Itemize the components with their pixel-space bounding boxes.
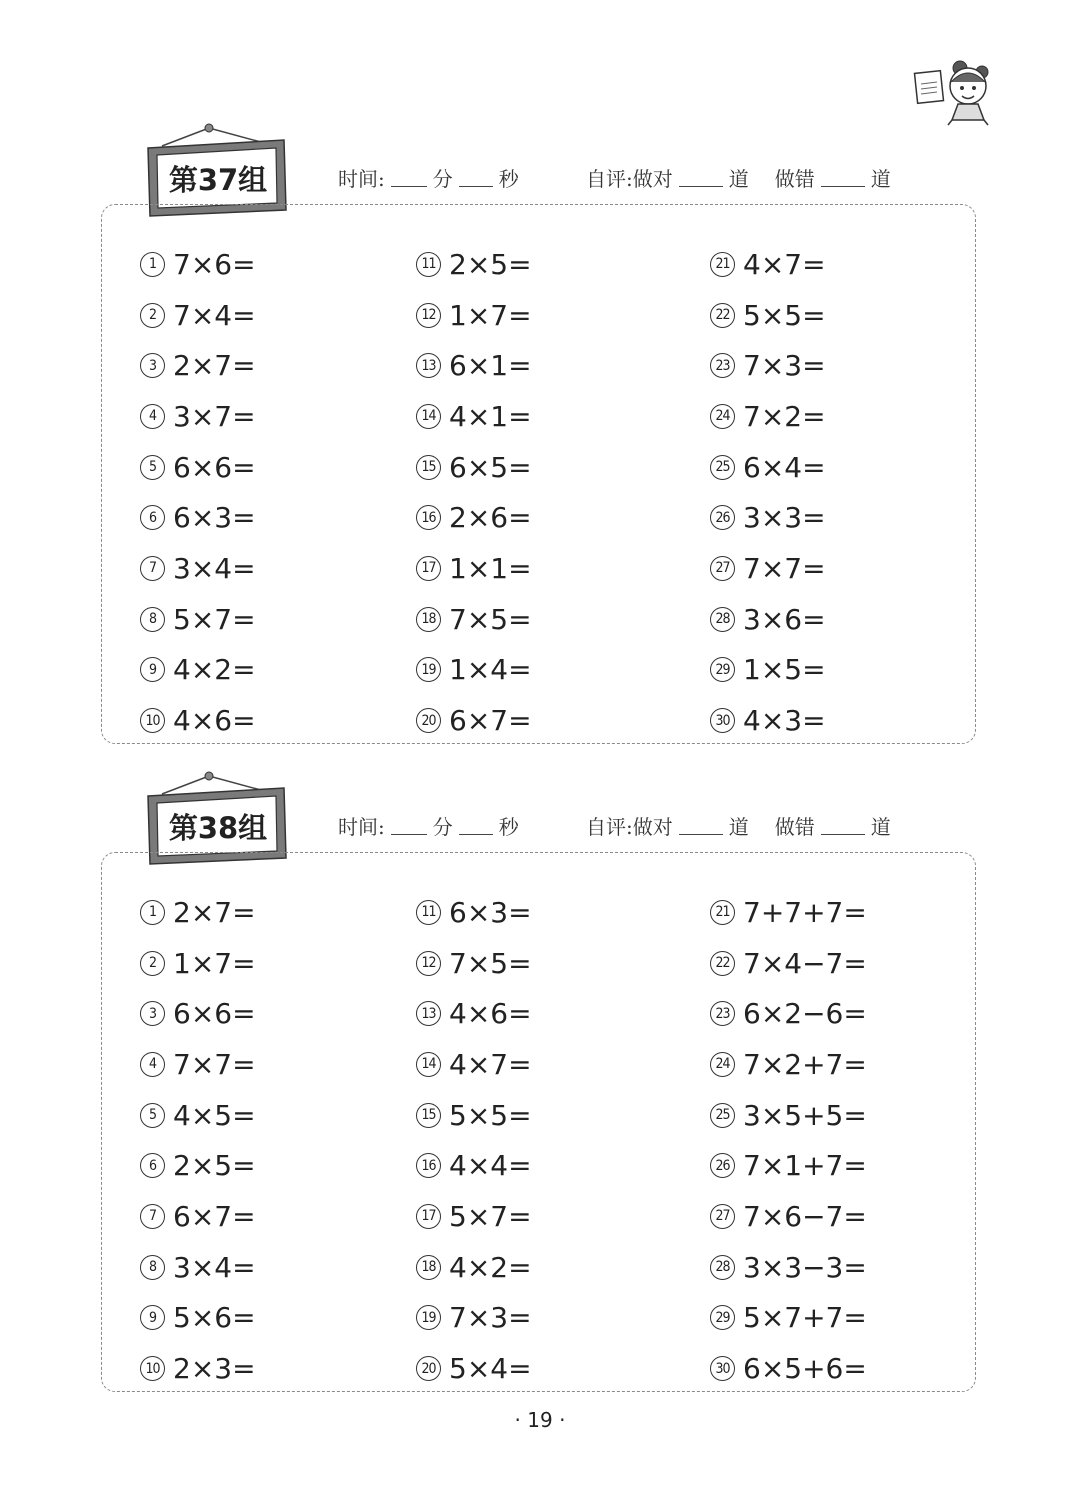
circled-number: 27 — [710, 1204, 735, 1229]
self-eval-label: 自评:做对 — [586, 166, 673, 191]
problem-expression: 6×3= — [449, 895, 532, 929]
problem-item — [416, 1242, 532, 1293]
problem-item — [140, 1039, 256, 1090]
circled-number: 15 — [416, 1103, 441, 1128]
problem-column — [710, 239, 826, 746]
circled-number: 26 — [710, 1153, 735, 1178]
wrong-count-blank[interactable] — [821, 168, 865, 187]
problem-item — [140, 645, 256, 696]
self-eval-field — [586, 808, 891, 842]
circled-number: 18 — [416, 1255, 441, 1280]
problem-column — [140, 887, 256, 1394]
circled-number: 26 — [710, 505, 735, 530]
circled-number: 4 — [140, 404, 165, 429]
problem-expression: 1×1= — [449, 551, 532, 585]
problem-item — [416, 1090, 532, 1141]
circled-number: 30 — [710, 708, 735, 733]
problem-expression: 1×7= — [173, 946, 256, 980]
circled-number: 10 — [140, 1356, 165, 1381]
circled-number: 21 — [710, 900, 735, 925]
problem-expression: 5×7= — [449, 1199, 532, 1233]
circled-number: 9 — [140, 1305, 165, 1330]
problem-item — [416, 543, 532, 594]
questions-label: 道 — [870, 166, 891, 191]
group-title: 第37组 — [168, 162, 268, 197]
problem-item — [710, 1039, 867, 1090]
problem-expression: 4×2= — [173, 653, 256, 687]
problem-expression: 4×1= — [449, 399, 532, 433]
circled-number: 3 — [140, 353, 165, 378]
problem-item — [710, 1090, 867, 1141]
problem-expression: 6×6= — [173, 450, 256, 484]
correct-count-blank[interactable] — [679, 816, 723, 835]
time-label: 时间: — [338, 814, 385, 839]
problem-expression: 6×3= — [173, 501, 256, 535]
circled-number: 8 — [140, 607, 165, 632]
problem-expression: 4×6= — [449, 997, 532, 1031]
circled-number: 4 — [140, 1052, 165, 1077]
problem-item — [710, 391, 826, 442]
problem-item — [140, 1242, 256, 1293]
circled-number: 28 — [710, 607, 735, 632]
mascot-girl-illustration — [912, 58, 992, 126]
problem-item — [710, 239, 826, 290]
problem-expression: 5×7= — [173, 602, 256, 636]
correct-count-blank[interactable] — [679, 168, 723, 187]
problem-expression: 1×7= — [449, 298, 532, 332]
problem-expression: 3×7= — [173, 399, 256, 433]
problem-item — [416, 1343, 532, 1394]
circled-number: 2 — [140, 303, 165, 328]
problem-expression: 3×3= — [743, 501, 826, 535]
problem-expression: 4×7= — [743, 247, 826, 281]
problem-item — [416, 1140, 532, 1191]
circled-number: 17 — [416, 1204, 441, 1229]
problem-item — [416, 1191, 532, 1242]
problem-item — [416, 938, 532, 989]
problem-item — [710, 594, 826, 645]
second-label: 秒 — [498, 814, 519, 839]
problem-item — [416, 1039, 532, 1090]
problem-expression: 2×6= — [449, 501, 532, 535]
problem-expression: 7×5= — [449, 946, 532, 980]
problem-item — [416, 492, 532, 543]
circled-number: 25 — [710, 455, 735, 480]
problem-expression: 7×1+7= — [743, 1149, 867, 1183]
problem-item — [710, 290, 826, 341]
problem-expression: 4×3= — [743, 704, 826, 738]
circled-number: 19 — [416, 1305, 441, 1330]
wrong-label: 做错 — [774, 166, 815, 191]
problem-expression: 4×7= — [449, 1047, 532, 1081]
problem-expression: 7×3= — [743, 349, 826, 383]
circled-number: 28 — [710, 1255, 735, 1280]
problem-expression: 3×3−3= — [743, 1250, 867, 1284]
circled-number: 25 — [710, 1103, 735, 1128]
problem-expression: 7×3= — [449, 1301, 532, 1335]
problem-expression: 4×2= — [449, 1250, 532, 1284]
circled-number: 22 — [710, 303, 735, 328]
problem-item — [140, 391, 256, 442]
problem-item — [140, 239, 256, 290]
circled-number: 13 — [416, 353, 441, 378]
problem-item — [416, 645, 532, 696]
circled-number: 30 — [710, 1356, 735, 1381]
problem-item — [140, 340, 256, 391]
problem-expression: 4×4= — [449, 1149, 532, 1183]
problem-item — [140, 1090, 256, 1141]
minute-label: 分 — [432, 814, 453, 839]
circled-number: 6 — [140, 505, 165, 530]
problem-item — [416, 594, 532, 645]
circled-number: 9 — [140, 657, 165, 682]
problem-expression: 3×4= — [173, 1250, 256, 1284]
circled-number: 18 — [416, 607, 441, 632]
problem-expression: 6×6= — [173, 997, 256, 1031]
problem-expression: 4×6= — [173, 704, 256, 738]
problem-expression: 5×5= — [449, 1098, 532, 1132]
problem-item — [710, 938, 867, 989]
problem-expression: 7×7= — [743, 551, 826, 585]
circled-number: 6 — [140, 1153, 165, 1178]
problem-item — [140, 492, 256, 543]
problem-item — [140, 887, 256, 938]
circled-number: 23 — [710, 1001, 735, 1026]
problem-expression: 6×7= — [449, 704, 532, 738]
circled-number: 1 — [140, 252, 165, 277]
problem-item — [140, 594, 256, 645]
problem-expression: 2×5= — [449, 247, 532, 281]
problem-item — [416, 391, 532, 442]
circled-number: 3 — [140, 1001, 165, 1026]
time-field — [338, 160, 519, 194]
problem-column — [140, 239, 256, 746]
problem-expression: 6×1= — [449, 349, 532, 383]
problem-item — [710, 492, 826, 543]
wrong-label: 做错 — [774, 814, 815, 839]
problem-item — [140, 1140, 256, 1191]
problem-expression: 7×4= — [173, 298, 256, 332]
circled-number: 21 — [710, 252, 735, 277]
wrong-count-blank[interactable] — [821, 816, 865, 835]
problem-expression: 5×6= — [173, 1301, 256, 1335]
problem-box — [101, 852, 976, 1392]
problem-item — [710, 1140, 867, 1191]
problem-item — [416, 340, 532, 391]
problem-item — [416, 442, 532, 493]
seconds-blank[interactable] — [459, 816, 493, 835]
problem-expression: 2×5= — [173, 1149, 256, 1183]
circled-number: 1 — [140, 900, 165, 925]
self-eval-label: 自评:做对 — [586, 814, 673, 839]
circled-number: 29 — [710, 1305, 735, 1330]
circled-number: 19 — [416, 657, 441, 682]
problem-item — [710, 442, 826, 493]
problem-expression: 2×3= — [173, 1352, 256, 1386]
second-label: 秒 — [498, 166, 519, 191]
self-eval-field — [586, 160, 891, 194]
problem-expression: 7×6= — [173, 247, 256, 281]
minutes-blank[interactable] — [391, 816, 427, 835]
problem-item — [710, 887, 867, 938]
problem-expression: 4×5= — [173, 1098, 256, 1132]
problem-item — [710, 1293, 867, 1344]
problem-item — [710, 645, 826, 696]
circled-number: 11 — [416, 900, 441, 925]
problem-expression: 7×2+7= — [743, 1047, 867, 1081]
problem-item — [140, 695, 256, 746]
circled-number: 20 — [416, 708, 441, 733]
problem-item — [140, 938, 256, 989]
problem-expression: 7×5= — [449, 602, 532, 636]
problem-item — [140, 442, 256, 493]
circled-number: 5 — [140, 1103, 165, 1128]
time-label: 时间: — [338, 166, 385, 191]
seconds-blank[interactable] — [459, 168, 493, 187]
circled-number: 10 — [140, 708, 165, 733]
circled-number: 8 — [140, 1255, 165, 1280]
problem-expression: 6×7= — [173, 1199, 256, 1233]
circled-number: 7 — [140, 1204, 165, 1229]
problem-expression: 1×5= — [743, 653, 826, 687]
problem-item — [416, 290, 532, 341]
minute-label: 分 — [432, 166, 453, 191]
problem-expression: 7+7+7= — [743, 895, 867, 929]
minutes-blank[interactable] — [391, 168, 427, 187]
circled-number: 22 — [710, 951, 735, 976]
problem-expression: 6×5+6= — [743, 1352, 867, 1386]
group-title: 第38组 — [168, 810, 268, 845]
problem-expression: 3×4= — [173, 551, 256, 585]
problem-item — [416, 695, 532, 746]
problem-item — [710, 1191, 867, 1242]
circled-number: 14 — [416, 1052, 441, 1077]
problem-expression: 7×2= — [743, 399, 826, 433]
circled-number: 13 — [416, 1001, 441, 1026]
problem-item — [710, 340, 826, 391]
problem-item — [710, 695, 826, 746]
problem-column — [416, 239, 532, 746]
problem-item — [416, 1293, 532, 1344]
problem-item — [140, 290, 256, 341]
problem-expression: 6×5= — [449, 450, 532, 484]
problem-item — [710, 988, 867, 1039]
problem-item — [416, 239, 532, 290]
problem-expression: 5×4= — [449, 1352, 532, 1386]
problem-expression: 3×5+5= — [743, 1098, 867, 1132]
problem-item — [710, 1242, 867, 1293]
time-field — [338, 808, 519, 842]
problem-expression: 5×7+7= — [743, 1301, 867, 1335]
problem-expression: 2×7= — [173, 895, 256, 929]
circled-number: 27 — [710, 556, 735, 581]
problem-expression: 7×4−7= — [743, 946, 867, 980]
circled-number: 12 — [416, 951, 441, 976]
problem-expression: 1×4= — [449, 653, 532, 687]
problem-expression: 3×6= — [743, 602, 826, 636]
problem-item — [416, 887, 532, 938]
problem-item — [140, 1293, 256, 1344]
questions-label: 道 — [728, 814, 749, 839]
problem-expression: 7×6−7= — [743, 1199, 867, 1233]
circled-number: 11 — [416, 252, 441, 277]
problem-item — [140, 988, 256, 1039]
circled-number: 14 — [416, 404, 441, 429]
problem-column — [710, 887, 867, 1394]
circled-number: 29 — [710, 657, 735, 682]
circled-number: 23 — [710, 353, 735, 378]
questions-label: 道 — [728, 166, 749, 191]
circled-number: 24 — [710, 1052, 735, 1077]
circled-number: 12 — [416, 303, 441, 328]
circled-number: 7 — [140, 556, 165, 581]
problem-column — [416, 887, 532, 1394]
problem-item — [416, 988, 532, 1039]
problem-item — [140, 1191, 256, 1242]
problem-box — [101, 204, 976, 744]
circled-number: 24 — [710, 404, 735, 429]
questions-label: 道 — [870, 814, 891, 839]
problem-item — [710, 543, 826, 594]
problem-expression: 7×7= — [173, 1047, 256, 1081]
circled-number: 15 — [416, 455, 441, 480]
page-number: · 19 · — [514, 1408, 566, 1432]
problem-expression: 5×5= — [743, 298, 826, 332]
circled-number: 17 — [416, 556, 441, 581]
problem-expression: 6×4= — [743, 450, 826, 484]
circled-number: 5 — [140, 455, 165, 480]
problem-item — [710, 1343, 867, 1394]
circled-number: 16 — [416, 1153, 441, 1178]
circled-number: 20 — [416, 1356, 441, 1381]
problem-item — [140, 543, 256, 594]
problem-expression: 6×2−6= — [743, 997, 867, 1031]
circled-number: 16 — [416, 505, 441, 530]
circled-number: 2 — [140, 951, 165, 976]
problem-expression: 2×7= — [173, 349, 256, 383]
problem-item — [140, 1343, 256, 1394]
